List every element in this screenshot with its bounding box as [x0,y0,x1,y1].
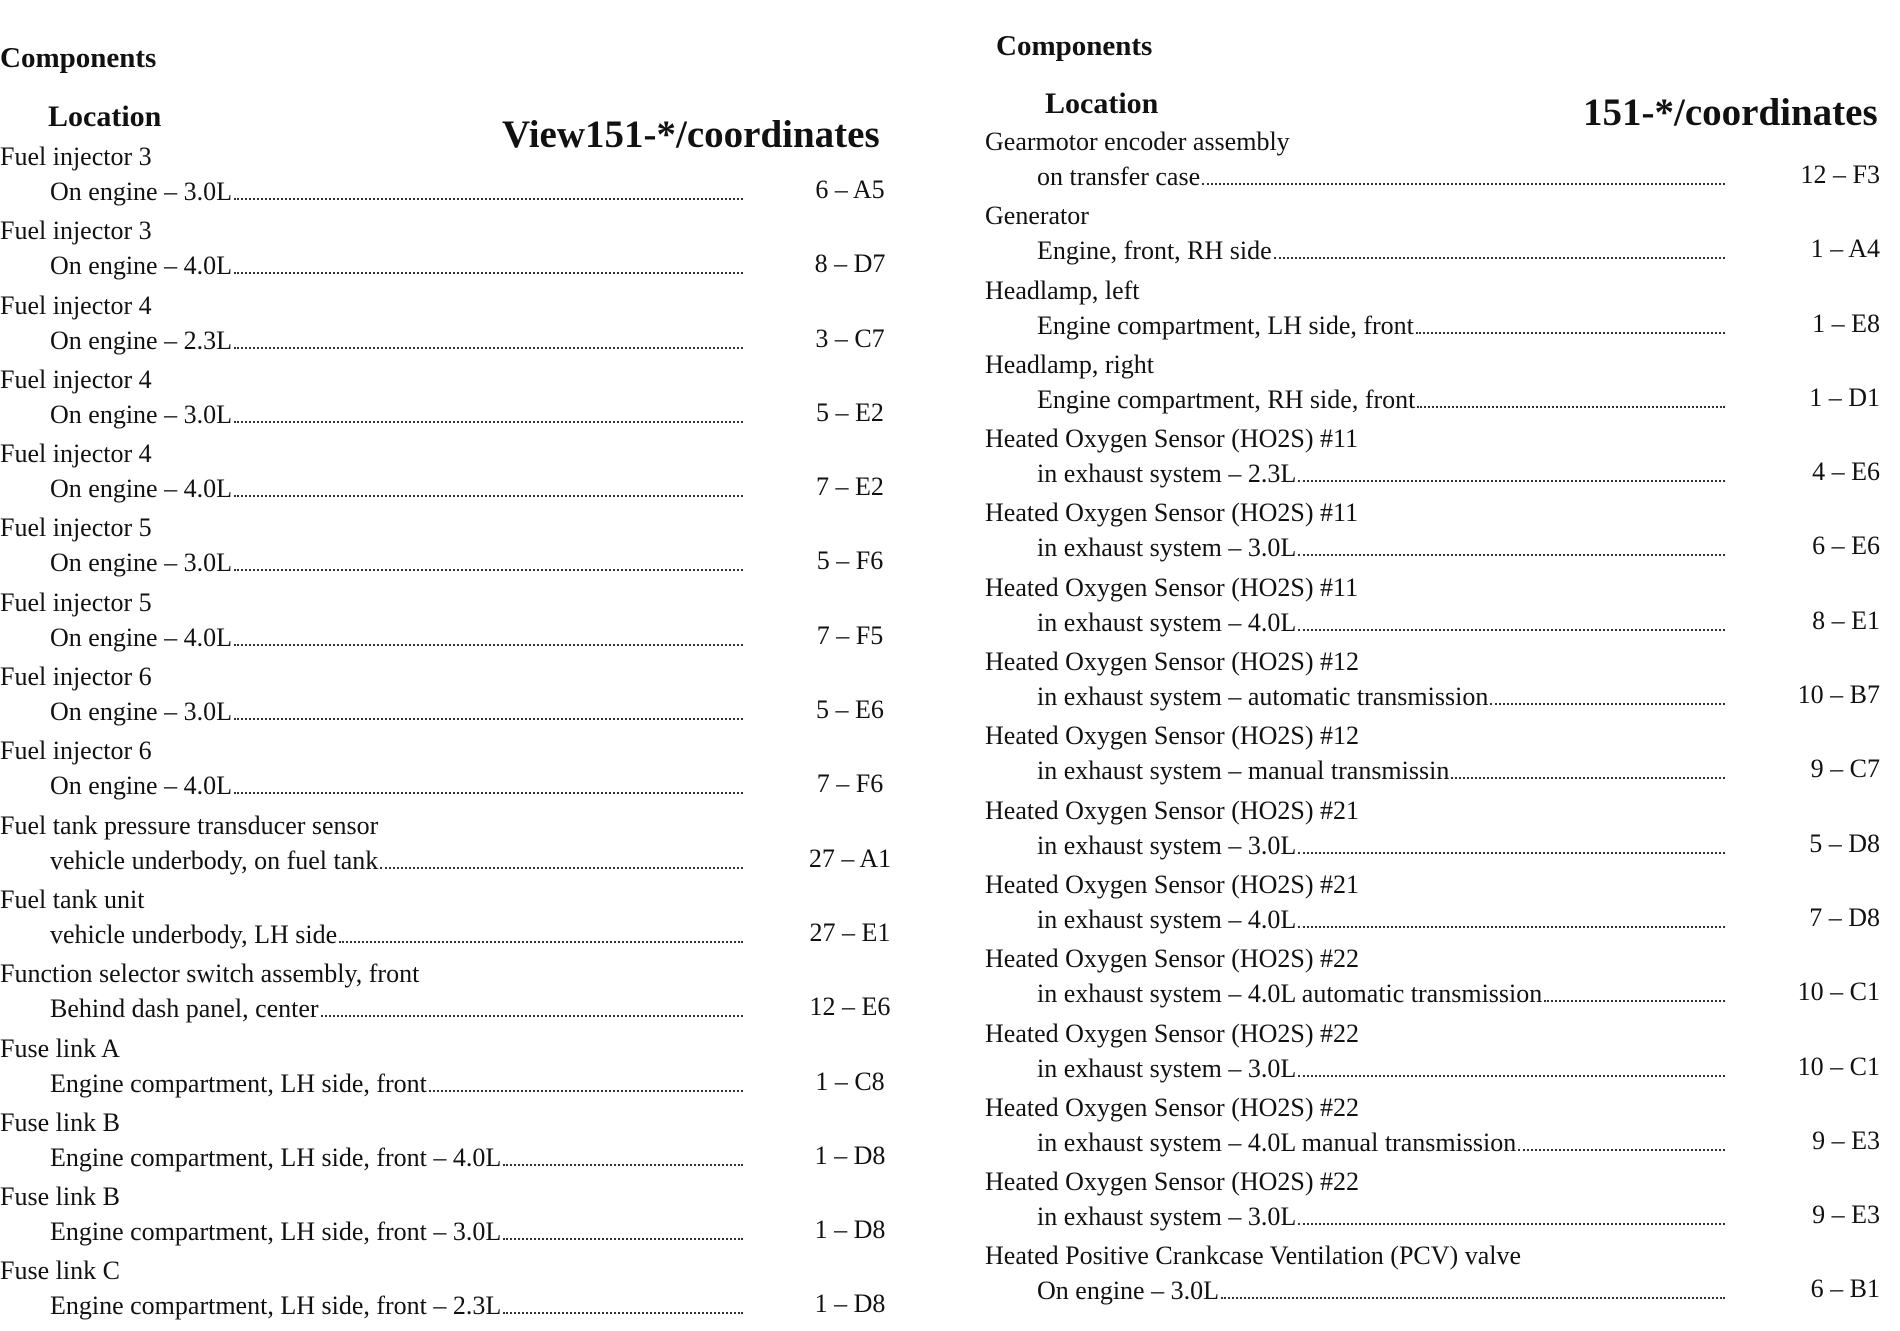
dot-leader [1298,554,1725,556]
view-coordinate: 5 – E2 [816,397,884,427]
location-text: in exhaust system – 2.3L [1037,459,1297,489]
component-location [1037,158,1725,192]
view-coordinate: 6 – A5 [815,175,885,204]
view-coordinate: 9 – E3 [1812,1200,1880,1230]
component-location [1037,678,1725,712]
view-coordinate: 8 – D7 [814,249,886,279]
dot-leader [1202,183,1725,185]
view-coordinate: 5 – D8 [1809,828,1880,858]
view-coordinate: 7 – D8 [1809,902,1880,932]
view-coordinate: 5 – E6 [816,695,884,725]
coordinates-header: View151-*/coordinates [502,113,880,156]
component-location [50,322,743,356]
component-name: Fuel tank unit [0,884,145,914]
component-location [50,619,743,653]
dot-leader [234,347,743,349]
component-name: Heated Oxygen Sensor (HO2S) #22 [985,1167,1360,1197]
component-name: Fuse link A [0,1033,120,1063]
list-item [985,647,1880,721]
dot-leader [1298,926,1725,928]
dot-leader [234,495,743,497]
list-item [0,959,915,1033]
dot-leader [503,1312,743,1314]
list-item [0,513,915,587]
component-name: Headlamp, left [985,275,1140,305]
component-name: Fuse link B [0,1182,120,1212]
dot-leader [1417,406,1725,408]
view-coordinate: 1 – C8 [815,1066,885,1096]
component-location [1037,1124,1725,1158]
view-coordinate: 9 – C7 [1810,754,1880,784]
list-item [985,721,1880,795]
location-text: in exhaust system – automatic transmission [1037,682,1489,712]
view-coordinate: 7 – F6 [816,769,884,799]
view-coordinate: 1 – D8 [814,1289,886,1319]
dot-leader [1298,852,1725,854]
location-text: Behind dash panel, center [50,994,319,1024]
component-name: Fuse link B [0,1107,120,1137]
component-location [50,916,743,950]
location-text: On engine – 4.0L [50,474,232,504]
location-text: On engine – 4.0L [50,622,232,652]
list-item [985,127,1880,201]
dot-leader [503,1238,743,1240]
component-name: Fuel tank pressure transducer sensor [0,810,379,840]
component-name: Generator [985,201,1089,231]
dot-leader [1298,1075,1725,1077]
location-text: in exhaust system – 3.0L [1037,1053,1297,1083]
dot-leader [380,867,743,869]
component-location [50,173,743,207]
dot-leader [321,1015,743,1017]
component-list [985,127,1880,1316]
view-coordinate: 6 – E6 [1812,531,1880,561]
location-text: On engine – 2.3L [50,325,232,355]
dot-leader [1298,629,1725,631]
component-location [1037,455,1725,489]
view-coordinate: 8 – E1 [1812,605,1880,635]
location-text: On engine – 3.0L [1037,1276,1219,1306]
list-item [0,811,915,885]
dot-leader [234,198,743,200]
component-location [1037,307,1725,341]
component-name: Fuel injector 4 [0,364,152,394]
list-item [0,588,915,662]
list-item [0,662,915,736]
view-coordinate: 4 – E6 [1812,457,1880,487]
view-coordinate: 12 – F3 [1800,160,1880,189]
view-coordinate: 7 – F5 [816,620,884,650]
component-name: Heated Oxygen Sensor (HO2S) #11 [985,572,1359,602]
list-item [0,216,915,290]
location-text: vehicle underbody, on fuel tank [50,845,379,875]
list-item [0,736,915,810]
component-name: Heated Oxygen Sensor (HO2S) #21 [985,869,1360,899]
component-name: Fuse link C [0,1256,120,1286]
component-location [1037,381,1725,415]
component-location [50,767,743,801]
component-name: Function selector switch assembly, front [0,959,420,989]
dot-leader [1416,332,1725,334]
component-location [1037,1198,1725,1232]
dot-leader [1221,1297,1725,1299]
dot-leader [339,941,743,943]
list-item [0,1256,915,1330]
list-item [0,439,915,513]
component-location [50,693,743,727]
component-name: Heated Oxygen Sensor (HO2S) #22 [985,1092,1360,1122]
component-name: Heated Oxygen Sensor (HO2S) #22 [985,944,1360,974]
view-coordinate: 27 – E1 [809,917,891,947]
dot-leader [234,644,743,646]
location-text: on transfer case [1037,162,1201,191]
list-item [985,573,1880,647]
view-coordinate: 10 – B7 [1797,680,1880,710]
component-location [1037,604,1725,638]
location-text: Engine compartment, RH side, front [1037,384,1416,414]
list-item [985,424,1880,498]
list-item [985,1019,1880,1093]
location-text: in exhaust system – 3.0L [1037,1202,1297,1232]
dot-leader [234,792,743,794]
list-item [0,1034,915,1108]
list-item [985,350,1880,424]
dot-leader [1451,777,1725,779]
list-item [985,870,1880,944]
list-item [0,142,915,216]
section-title: Components [996,30,1153,62]
view-coordinate: 12 – E6 [809,992,891,1022]
component-name: Heated Oxygen Sensor (HO2S) #11 [985,424,1359,454]
component-name: Gearmotor encoder assembly [985,127,1290,156]
view-coordinate: 1 – D8 [814,1140,886,1170]
dot-leader [1518,1149,1725,1151]
view-coordinate: 9 – E3 [1812,1125,1880,1155]
location-text: in exhaust system – 3.0L [1037,830,1297,860]
location-header: Location [1045,87,1159,120]
location-text: On engine – 3.0L [50,697,232,727]
list-item [985,201,1880,275]
dot-leader [234,421,743,423]
component-name: Headlamp, right [985,349,1154,379]
component-location [50,470,743,504]
component-name: Heated Oxygen Sensor (HO2S) #11 [985,498,1359,528]
location-text: Engine compartment, LH side, front [50,1068,427,1098]
component-location [50,1139,743,1173]
location-text: in exhaust system – 4.0L manual transmission [1037,1127,1517,1157]
component-location [1037,1272,1725,1306]
dot-leader [1298,480,1725,482]
list-item [985,1093,1880,1167]
location-text: in exhaust system – 4.0L automatic transmission [1037,979,1543,1009]
component-name: Heated Positive Crankcase Ventilation (PCV) valve [985,1241,1522,1271]
component-location [1037,1050,1725,1084]
component-name: Fuel injector 6 [0,662,152,692]
view-coordinate: 10 – C1 [1797,977,1880,1007]
dot-leader [234,718,743,720]
location-text: Engine compartment, LH side, front [1037,310,1414,340]
location-text: On engine – 4.0L [50,771,232,801]
component-location [50,1065,743,1099]
list-item [0,885,915,959]
component-name: Heated Oxygen Sensor (HO2S) #21 [985,795,1360,825]
list-item [0,1182,915,1256]
location-text: vehicle underbody, LH side [50,919,338,949]
location-text: On engine – 3.0L [50,548,232,578]
component-location [50,396,743,430]
location-text: in exhaust system – 4.0L [1037,607,1297,637]
view-coordinate: 6 – B1 [1810,1274,1880,1304]
component-name: Fuel injector 5 [0,587,152,617]
list-item [985,498,1880,572]
component-name: Heated Oxygen Sensor (HO2S) #12 [985,647,1360,677]
component-location [1037,232,1725,266]
component-name: Heated Oxygen Sensor (HO2S) #22 [985,1018,1360,1048]
component-name: Fuel injector 5 [0,513,152,543]
dot-leader [234,569,743,571]
component-location [1037,827,1725,861]
list-item [985,1241,1880,1315]
list-item [985,276,1880,350]
location-text: Engine, front, RH side [1037,236,1272,266]
component-location [50,1213,743,1247]
component-location [1037,529,1725,563]
component-location [50,544,743,578]
component-location [50,990,743,1024]
component-name: Fuel injector 4 [0,290,152,320]
view-coordinate: 1 – D1 [1809,382,1880,412]
view-coordinate: 3 – C7 [815,323,885,353]
view-coordinate: 10 – C1 [1797,1051,1880,1081]
component-location [50,247,743,281]
component-location [1037,752,1725,786]
list-item [985,1167,1880,1241]
dot-leader [1490,703,1725,705]
location-text: in exhaust system – 3.0L [1037,533,1297,563]
view-coordinate: 1 – E8 [1812,308,1880,338]
component-location [1037,901,1725,935]
component-list [0,142,915,1331]
location-text: in exhaust system – 4.0L [1037,904,1297,934]
dot-leader [1298,1223,1725,1225]
dot-leader [1274,257,1725,259]
list-item [0,291,915,365]
view-coordinate: 1 – A4 [1810,234,1880,264]
dot-leader [503,1164,743,1166]
view-coordinate: 27 – A1 [808,843,892,873]
component-name: Heated Oxygen Sensor (HO2S) #12 [985,721,1360,751]
location-text: Engine compartment, LH side, front – 3.0L [50,1217,502,1247]
component-location [50,842,743,876]
list-item [985,796,1880,870]
coordinates-header: 151-*/coordinates [1583,91,1878,134]
location-header: Location [48,100,162,133]
location-text: On engine – 3.0L [50,177,232,206]
component-name: Fuel injector 6 [0,736,152,766]
location-text: Engine compartment, LH side, front – 4.0L [50,1142,502,1172]
view-coordinate: 7 – E2 [816,472,884,502]
location-text: Engine compartment, LH side, front – 2.3L [50,1291,502,1321]
location-text: On engine – 3.0L [50,399,232,429]
component-location [1037,975,1725,1009]
component-name: Fuel injector 3 [0,142,152,171]
component-name: Fuel injector 3 [0,216,152,246]
location-text: in exhaust system – manual transmissin [1037,756,1450,786]
view-coordinate: 5 – F6 [816,546,884,576]
component-name: Fuel injector 4 [0,439,152,469]
list-item [985,944,1880,1018]
section-title: Components [0,42,157,74]
view-coordinate: 1 – D8 [814,1215,886,1245]
dot-leader [1544,1000,1725,1002]
dot-leader [234,272,743,274]
list-item [0,365,915,439]
dot-leader [429,1090,743,1092]
location-text: On engine – 4.0L [50,251,232,281]
component-location [50,1287,743,1321]
list-item [0,1108,915,1182]
